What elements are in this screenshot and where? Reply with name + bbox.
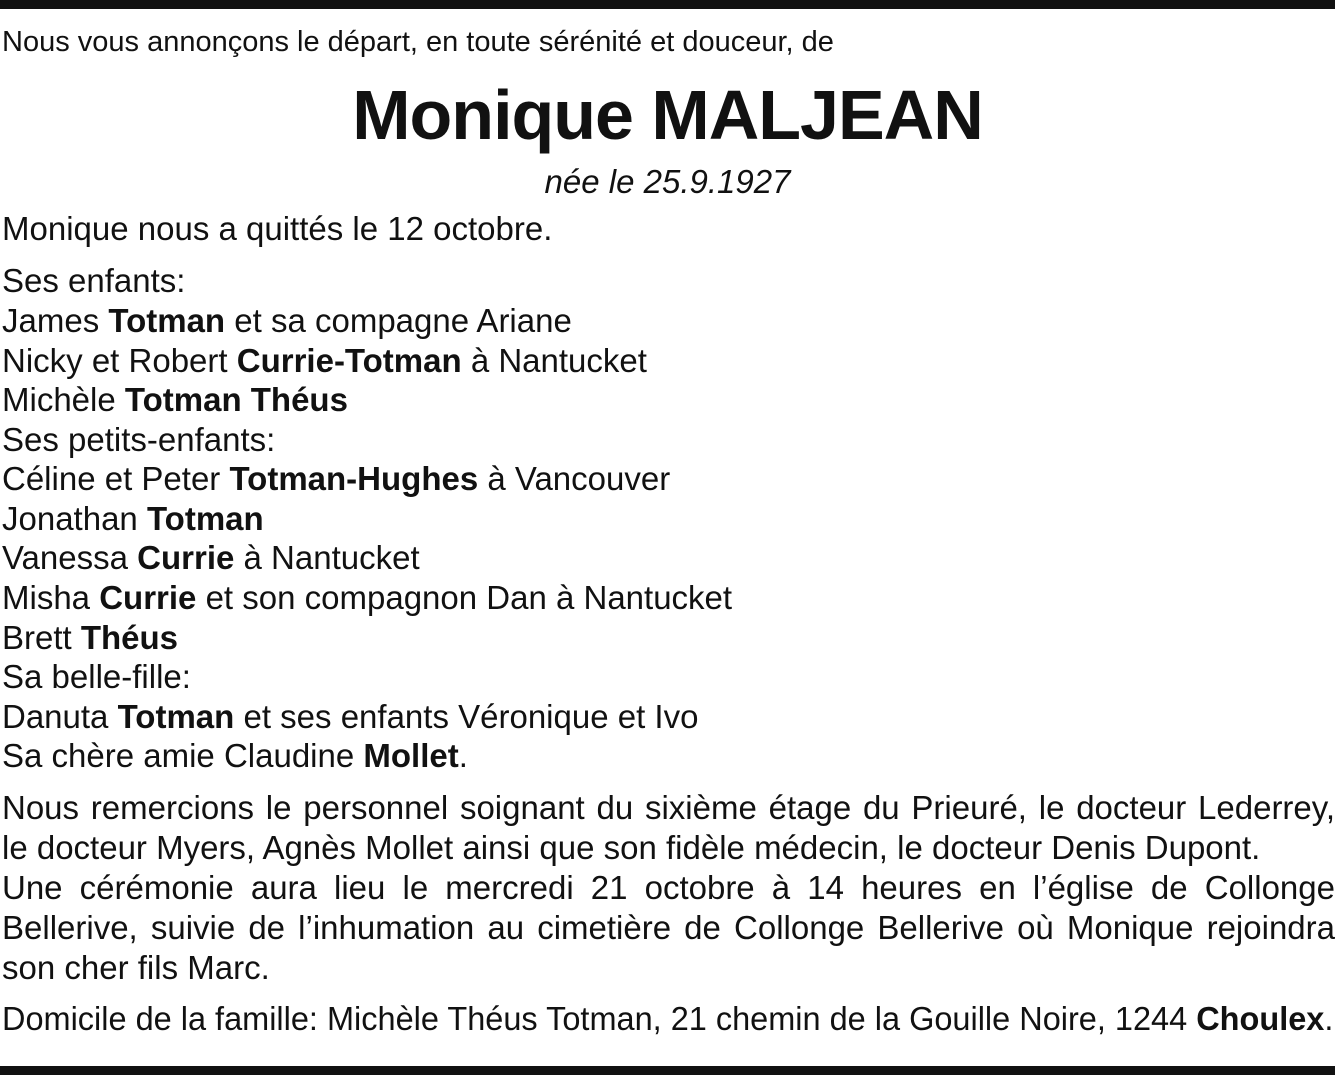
grandchild-line: Céline et Peter Totman-Hughes à Vancouver <box>2 460 671 497</box>
daughter-in-law-heading: Sa belle-fille: <box>2 658 191 695</box>
grandchild-line: Brett Théus <box>2 619 179 656</box>
deceased-name: Monique MALJEAN <box>352 76 983 154</box>
daughter-in-law-line: Danuta Totman et ses enfants Véronique et Ivo <box>2 698 699 735</box>
grandchild-line: Vanessa Currie à Nantucket <box>2 539 420 576</box>
friend-line: Sa chère amie Claudine Mollet. <box>2 737 468 774</box>
bottom-rule <box>0 1066 1335 1075</box>
family-address: Domicile de la famille: Michèle Théus Totman, 21 chemin de la Gouille Noire, 1244 Choulex. <box>2 1000 1334 1037</box>
child-line: Michèle Totman Théus <box>2 381 348 418</box>
child-line: Nicky et Robert Currie-Totman à Nantucket <box>2 342 647 379</box>
thanks-and-ceremony <box>2 788 1335 988</box>
grandchild-line: Jonathan Totman <box>2 500 264 537</box>
grandchildren-heading: Ses petits-enfants: <box>2 421 276 458</box>
announcement-intro: Nous vous annonçons le départ, en toute sérénité et douceur, de <box>2 26 834 58</box>
thanks-paragraph: Nous remercions le personnel soignant du sixième étage du Prieuré, le docteur Lederrey, le docteur Myers, Agnès Mollet ainsi que son fidèle médecin, le docteur Denis Dupont. <box>2 789 1335 866</box>
birth-date: née le 25.9.1927 <box>544 163 791 200</box>
top-rule <box>0 0 1335 9</box>
ceremony-paragraph: Une cérémonie aura lieu le mercredi 21 octobre à 14 heures en l’église de Collonge Bellerive, suivie de l’inhumation au cimetière de Collonge Bellerive où Monique rejoindra son cher fils Marc. <box>2 869 1335 986</box>
children-heading: Ses enfants: <box>2 262 186 299</box>
death-date-line: Monique nous a quittés le 12 octobre. <box>2 210 553 247</box>
child-line: James Totman et sa compagne Ariane <box>2 302 572 339</box>
grandchild-line: Misha Currie et son compagnon Dan à Nantucket <box>2 579 733 616</box>
